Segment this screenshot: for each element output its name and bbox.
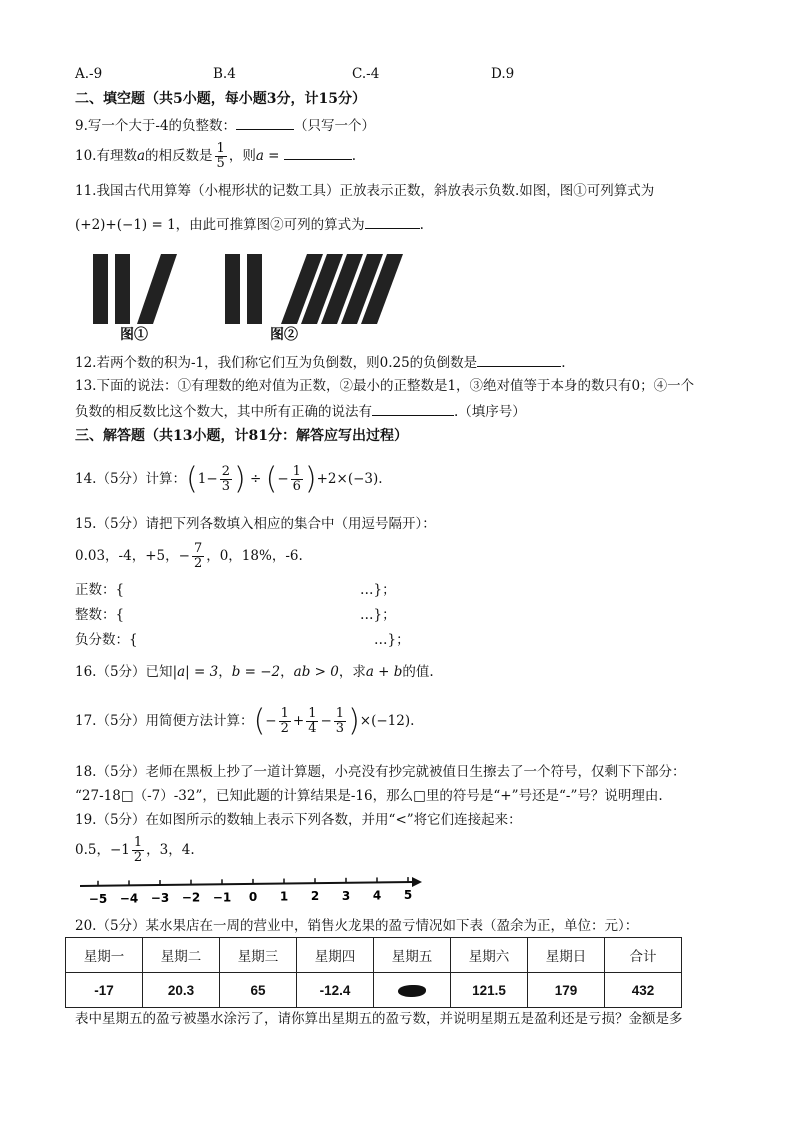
q19-den: 2 bbox=[133, 850, 143, 865]
profit-table bbox=[65, 937, 682, 1008]
question-16 bbox=[75, 663, 434, 681]
q14-fraction-1 bbox=[220, 465, 232, 494]
table-value-cell: 65 bbox=[220, 973, 297, 1008]
number-line-tick-label: −2 bbox=[181, 890, 201, 905]
q19-numbers bbox=[75, 834, 195, 866]
q12-end: . bbox=[561, 355, 566, 371]
table-header-cell: 星期六 bbox=[451, 938, 528, 973]
q19-num: 1 bbox=[133, 835, 143, 850]
q14-label: 14.（5分）计算： bbox=[75, 471, 187, 487]
q17-minus: − bbox=[320, 713, 332, 729]
q15-text: 15.（5分）请把下列各数填入相应的集合中（用逗号隔开）： bbox=[75, 516, 436, 532]
q11-equation: (+2)+(−1) = 1 bbox=[75, 217, 176, 233]
table-header-cell: 星期四 bbox=[297, 938, 374, 973]
q14-div: ÷ bbox=[245, 471, 266, 487]
number-line-axis bbox=[80, 882, 414, 886]
q20-text: 20.（5分）某水果店在一周的营业中，销售火龙果的盈亏情况如下表（盈余为正，单位：元）： bbox=[75, 918, 639, 934]
q14-d2: 6 bbox=[292, 479, 301, 494]
choice-d: D.9 bbox=[491, 66, 515, 82]
q17-fraction-1 bbox=[279, 707, 291, 736]
q10-eq: = bbox=[263, 148, 284, 164]
q17-fraction-3 bbox=[334, 707, 346, 736]
q19-whole: −1 bbox=[109, 842, 130, 858]
q18-line2: “27-18□（-7）-32”，已知此题的计算结果是-16，那么□里的符号是“+”号还是“-”号？说明理由. bbox=[75, 788, 663, 804]
q17-rest: ×(−12). bbox=[359, 713, 415, 729]
q16-b: b = −2 bbox=[231, 664, 281, 680]
q10-end: . bbox=[351, 148, 357, 164]
q12-answer-blank[interactable] bbox=[477, 352, 561, 367]
q14-one: 1− bbox=[197, 471, 218, 487]
q16-text2: ， bbox=[218, 664, 232, 680]
q14-rest: +2×(−3). bbox=[316, 471, 383, 487]
q15-num: 7 bbox=[193, 541, 203, 556]
q14-n2: 1 bbox=[292, 464, 301, 479]
q10-mid: 的相反数是 bbox=[145, 148, 213, 164]
q13-answer-blank[interactable] bbox=[372, 401, 454, 416]
q10-var2: a bbox=[255, 148, 264, 164]
q17-n2: 1 bbox=[308, 706, 317, 721]
question-14: 14.（5分）计算：(1− $\frac{2}{3}$ ) ÷ (− $\frac{1}{6}$ )+2×(−3). bbox=[75, 461, 383, 497]
q10-num: 1 bbox=[216, 141, 225, 156]
table-value-cell: 179 bbox=[528, 973, 605, 1008]
q14-n1: 2 bbox=[221, 464, 230, 479]
number-line-tick-label: 2 bbox=[310, 889, 320, 904]
number-line-tick-label: −3 bbox=[150, 891, 170, 906]
q16-abs: |a| = 3 bbox=[172, 664, 219, 680]
table-header-cell: 星期日 bbox=[528, 938, 605, 973]
q11-line2 bbox=[75, 214, 424, 234]
q16-text4: ，求 bbox=[338, 664, 366, 680]
q14-neg: − bbox=[277, 471, 289, 487]
q15-positive-label: 正数：{ bbox=[75, 582, 125, 598]
number-line-tick-label: −4 bbox=[119, 891, 139, 906]
q13-line2-text: 负数的相反数比这个数大，其中所有正确的说法有 bbox=[75, 404, 372, 420]
q17-d2: 4 bbox=[308, 721, 317, 736]
q10-pre: 10.有理数 bbox=[75, 148, 137, 164]
q15-negfrac-label: 负分数：{ bbox=[75, 632, 138, 648]
q18-line1: 18.（5分）老师在黑板上抄了一道计算题，小亮没有抄完就被值日生擦去了一个符号，仅剩下下部分： bbox=[75, 764, 686, 780]
q10-den: 5 bbox=[216, 156, 225, 171]
choice-b: B.4 bbox=[213, 66, 236, 82]
number-line-arrow bbox=[412, 877, 422, 887]
q17-plus: + bbox=[292, 713, 305, 729]
figure-2-rods bbox=[225, 254, 403, 324]
q20-after: 表中星期五的盈亏被墨水涂污了，请你算出星期五的盈亏数，并说明星期五是盈利还是亏损？金额是多 bbox=[75, 1011, 683, 1027]
number-line-tick-label: 1 bbox=[279, 889, 289, 904]
q15-nums-b: ，0，18%，-6. bbox=[206, 548, 303, 564]
rod bbox=[115, 254, 130, 324]
table-value-cell: -12.4 bbox=[297, 973, 374, 1008]
rod bbox=[93, 254, 108, 324]
q12-text: 12.若两个数的积为-1，我们称它们互为负倒数，则0.25的负倒数是 bbox=[75, 355, 478, 371]
q9-answer-blank[interactable] bbox=[236, 115, 294, 130]
ink-stain bbox=[398, 985, 426, 997]
table-value-cell: 432 bbox=[605, 973, 682, 1008]
q14-d1: 3 bbox=[221, 479, 230, 494]
q9-text: 9.写一个大于-4的负整数： bbox=[75, 118, 237, 134]
choice-c: C.-4 bbox=[352, 66, 380, 82]
number-line-tick-label: −1 bbox=[212, 890, 232, 905]
q11-end: . bbox=[419, 217, 424, 233]
q15-negfrac-tail: …}； bbox=[374, 632, 410, 648]
table-value-cell: 121.5 bbox=[451, 973, 528, 1008]
q15-nums-a: 0.03，-4，+5， bbox=[75, 548, 179, 564]
q17-d3: 3 bbox=[335, 721, 345, 736]
q19-nums-a: 0.5， bbox=[75, 842, 110, 858]
q19-text: 19.（5分）在如图所示的数轴上表示下列各数，并用“<”将它们连接起来： bbox=[75, 812, 522, 828]
number-line-tick-label: 5 bbox=[403, 888, 413, 903]
number-line-tick-label: 4 bbox=[372, 888, 382, 903]
q17-fraction-2 bbox=[306, 707, 318, 736]
q15-den: 2 bbox=[193, 556, 203, 571]
rod bbox=[247, 254, 262, 324]
table-header-cell: 星期五 bbox=[374, 938, 451, 973]
number-line bbox=[78, 874, 428, 910]
q17-d1: 2 bbox=[280, 721, 289, 736]
figure-1-rods bbox=[93, 254, 177, 324]
q10-fraction bbox=[215, 142, 227, 171]
q9-tail: （只写一个） bbox=[294, 118, 376, 134]
q16-text5: 的值. bbox=[402, 664, 434, 680]
fig1-label: 图① bbox=[120, 327, 148, 343]
question-17: 17.（5分）用简便方法计算：(− $\frac{1}{2}$ + $\frac{1}{4}$ − $\frac{1}{3}$ )×(−12). bbox=[75, 703, 415, 739]
table-header-cell: 星期一 bbox=[66, 938, 143, 973]
question-12 bbox=[75, 352, 565, 372]
q17-label: 17.（5分）用简便方法计算： bbox=[75, 713, 254, 729]
section2-title: 二、填空题（共5小题，每小题3分，计15分） bbox=[75, 91, 366, 107]
q11-answer-blank[interactable] bbox=[365, 214, 420, 229]
q10-answer-blank[interactable] bbox=[284, 145, 352, 160]
q16-ab: ab > 0 bbox=[293, 664, 339, 680]
q15-neg: − bbox=[178, 548, 190, 564]
ink-stain-cell bbox=[374, 973, 451, 1008]
q16-text3: ， bbox=[280, 664, 294, 680]
table-value-cell: 20.3 bbox=[143, 973, 220, 1008]
q13-line2 bbox=[75, 401, 526, 421]
q14-fraction-2 bbox=[291, 465, 303, 494]
q16-sum: a + b bbox=[365, 664, 403, 680]
q15-fraction bbox=[192, 542, 204, 571]
question-10 bbox=[75, 140, 356, 172]
question-9 bbox=[75, 115, 375, 135]
choice-a: A.-9 bbox=[75, 66, 103, 82]
q13-tail: .（填序号） bbox=[454, 404, 526, 420]
rod bbox=[225, 254, 240, 324]
table-header-row bbox=[66, 938, 682, 973]
q19-nums-b: ，3，4. bbox=[146, 842, 195, 858]
rod bbox=[137, 254, 177, 324]
table-header-cell: 星期二 bbox=[143, 938, 220, 973]
q17-n3: 1 bbox=[335, 706, 345, 721]
q15-positive-tail: …}； bbox=[360, 582, 396, 598]
fig2-label: 图② bbox=[270, 327, 298, 343]
q10-var: a bbox=[136, 148, 146, 164]
q17-neg: − bbox=[265, 713, 277, 729]
table-header-cell: 合计 bbox=[605, 938, 682, 973]
number-line-tick-label: −5 bbox=[88, 891, 108, 906]
q11-line2-text: ，由此可推算图②可列的算式为 bbox=[175, 217, 365, 233]
number-line-tick-label: 3 bbox=[341, 888, 351, 903]
table-value-cell: -17 bbox=[66, 973, 143, 1008]
q19-fraction bbox=[132, 836, 144, 865]
q16-text1: 16.（5分）已知 bbox=[75, 664, 173, 680]
table-header-cell: 星期三 bbox=[220, 938, 297, 973]
q17-n1: 1 bbox=[280, 706, 289, 721]
section3-title: 三、解答题（共13小题，计81分：解答应写出过程） bbox=[75, 428, 408, 444]
q15-integer-label: 整数：{ bbox=[75, 607, 125, 623]
q15-numbers bbox=[75, 540, 303, 572]
q10-post: ，则 bbox=[228, 148, 256, 164]
q13-line1: 13.下面的说法：①有理数的绝对值为正数，②最小的正整数是1，③绝对值等于本身的数只有0；④一个 bbox=[75, 378, 695, 394]
table-value-row bbox=[66, 973, 682, 1008]
q11-line1: 11.我国古代用算筹（小棍形状的记数工具）正放表示正数，斜放表示负数.如图，图①可列算式为 bbox=[75, 183, 655, 199]
number-line-tick-label: 0 bbox=[248, 889, 258, 904]
q15-integer-tail: …}； bbox=[360, 607, 396, 623]
